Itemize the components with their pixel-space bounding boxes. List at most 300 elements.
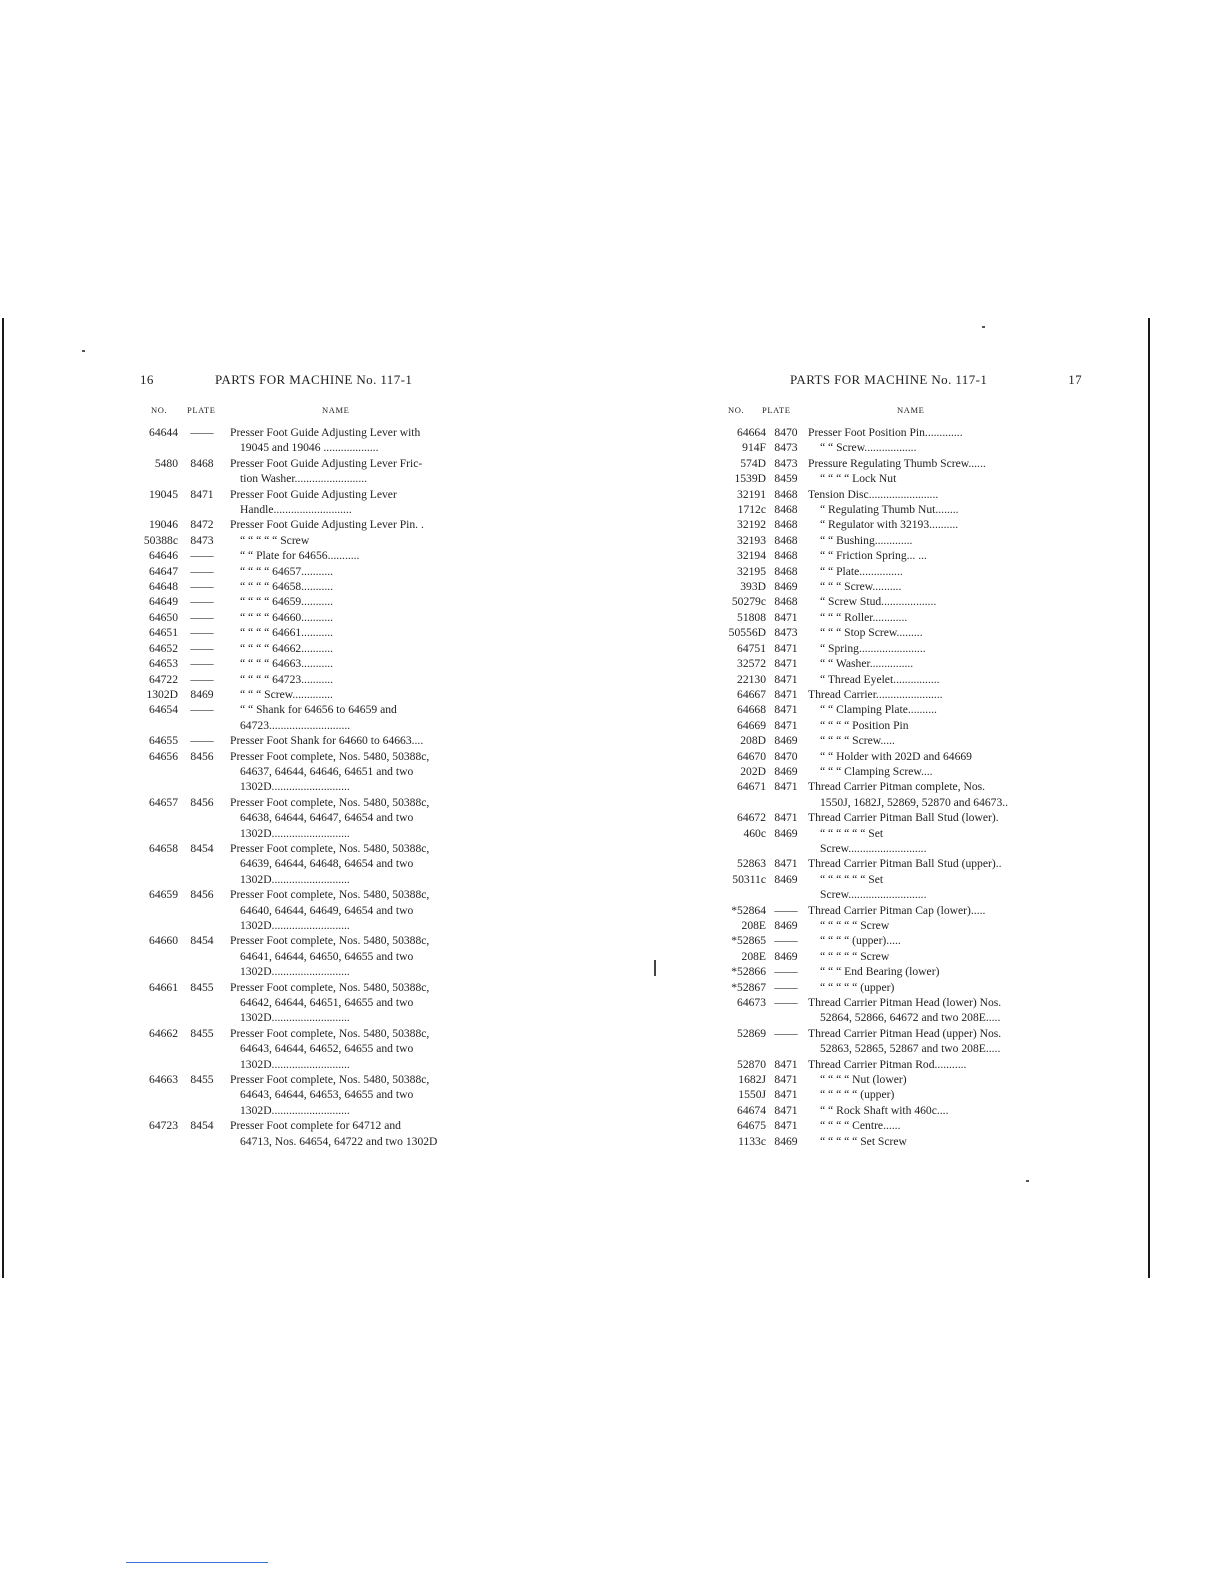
part-name: 1302D........................... bbox=[240, 965, 350, 979]
part-name: tion Washer......................... bbox=[240, 472, 368, 486]
part-number: 64675 bbox=[737, 1119, 766, 1133]
part-number: 52869 bbox=[737, 1026, 766, 1040]
part-row bbox=[140, 471, 472, 486]
part-name: “ “ “ “ 64723........... bbox=[240, 672, 334, 686]
part-row bbox=[140, 1072, 472, 1087]
part-row bbox=[718, 1072, 1082, 1087]
plate-number bbox=[178, 718, 226, 733]
part-row bbox=[140, 702, 472, 717]
part-row bbox=[718, 533, 1082, 548]
part-row bbox=[140, 841, 472, 856]
part-name: 52863, 52865, 52867 and two 208E..... bbox=[820, 1042, 1001, 1056]
plate-number bbox=[178, 872, 226, 887]
part-number: 22130 bbox=[737, 672, 766, 686]
part-name: “ “ Washer............... bbox=[820, 657, 914, 671]
plate-number: 8469 bbox=[774, 949, 798, 963]
plate-number: 8471 bbox=[774, 857, 798, 871]
part-row bbox=[718, 764, 1082, 779]
plate-number bbox=[178, 903, 226, 918]
part-number bbox=[140, 903, 178, 918]
plate-number: —— bbox=[190, 672, 214, 686]
plate-number: 8471 bbox=[774, 1073, 798, 1087]
part-row bbox=[718, 918, 1082, 933]
parts-list bbox=[718, 425, 1082, 1149]
plate-number: —— bbox=[190, 549, 214, 563]
part-number: 64660 bbox=[149, 934, 178, 948]
part-number: 1682J bbox=[738, 1073, 766, 1087]
plate-number: 8471 bbox=[774, 1057, 798, 1071]
plate-number: —— bbox=[190, 657, 214, 671]
part-number: 32194 bbox=[737, 549, 766, 563]
plate-number bbox=[178, 471, 226, 486]
part-number bbox=[140, 1087, 178, 1102]
plate-number: —— bbox=[190, 641, 214, 655]
part-row bbox=[718, 718, 1082, 733]
part-number: 460c bbox=[743, 826, 766, 840]
plate-number: 8473 bbox=[774, 626, 798, 640]
part-row bbox=[718, 425, 1082, 440]
part-row bbox=[718, 487, 1082, 502]
part-name: “ “ Rock Shaft with 460c.... bbox=[820, 1103, 949, 1117]
plate-number: —— bbox=[774, 996, 798, 1010]
plate-number bbox=[178, 1103, 226, 1118]
left-page bbox=[140, 372, 472, 1149]
part-row bbox=[718, 964, 1082, 979]
part-number bbox=[140, 949, 178, 964]
part-name: Presser Foot complete, Nos. 5480, 50388c, bbox=[230, 1073, 430, 1087]
part-name: 52864, 52866, 64672 and two 208E..... bbox=[820, 1011, 1001, 1025]
part-row bbox=[718, 733, 1082, 748]
part-row bbox=[718, 564, 1082, 579]
part-row bbox=[140, 425, 472, 440]
part-row bbox=[140, 733, 472, 748]
part-row bbox=[718, 826, 1082, 841]
part-name: 1302D........................... bbox=[240, 780, 350, 794]
part-row bbox=[140, 949, 472, 964]
part-number: 208E bbox=[741, 919, 766, 932]
part-row bbox=[718, 1026, 1082, 1041]
part-number: 208E bbox=[741, 949, 766, 963]
part-name: “ “ “ “ 64663........... bbox=[240, 657, 334, 671]
part-number: 64659 bbox=[149, 888, 178, 902]
part-number: 64672 bbox=[737, 811, 766, 825]
part-name: 1302D........................... bbox=[240, 919, 350, 932]
plate-number: 8468 bbox=[774, 487, 798, 501]
plate-number: 8471 bbox=[774, 780, 798, 794]
part-number: 32192 bbox=[737, 518, 766, 532]
part-row bbox=[140, 517, 472, 532]
part-row bbox=[718, 1103, 1082, 1118]
plate-number: 8473 bbox=[190, 533, 214, 547]
part-name: “ “ “ End Bearing (lower) bbox=[820, 965, 940, 979]
part-number: 202D bbox=[740, 764, 766, 778]
plate-number: 8456 bbox=[190, 749, 214, 763]
plate-number bbox=[766, 795, 806, 810]
page-header bbox=[718, 372, 1082, 392]
part-number bbox=[140, 810, 178, 825]
part-row bbox=[718, 440, 1082, 455]
plate-number: 8471 bbox=[190, 487, 214, 501]
part-row bbox=[140, 887, 472, 902]
part-row bbox=[140, 980, 472, 995]
part-number: 50311c bbox=[732, 872, 766, 886]
part-number: 51808 bbox=[737, 610, 766, 624]
plate-number: —— bbox=[190, 610, 214, 624]
part-row bbox=[140, 810, 472, 825]
column-header-no: NO. bbox=[151, 405, 168, 415]
part-name: “ Thread Eyelet................ bbox=[820, 672, 940, 686]
part-row bbox=[140, 564, 472, 579]
part-row bbox=[718, 1134, 1082, 1149]
part-name: Thread Carrier Pitman Ball Stud (upper).. bbox=[808, 857, 1002, 871]
part-name: Thread Carrier Pitman Rod........... bbox=[808, 1057, 967, 1071]
part-row bbox=[140, 964, 472, 979]
part-name: “ “ Shank for 64656 to 64659 and bbox=[240, 703, 397, 717]
part-row bbox=[140, 1103, 472, 1118]
part-number: 64647 bbox=[149, 564, 178, 578]
page-number: 16 bbox=[140, 372, 154, 387]
part-name: Screw........................... bbox=[820, 888, 927, 902]
part-row bbox=[140, 502, 472, 517]
plate-number: 8454 bbox=[190, 1119, 214, 1133]
part-name: “ “ “ “ 64661........... bbox=[240, 626, 334, 640]
part-number: 64650 bbox=[149, 610, 178, 624]
plate-number bbox=[178, 440, 226, 455]
part-name: “ Regulating Thumb Nut........ bbox=[820, 503, 959, 517]
part-name: 19045 and 19046 ................... bbox=[240, 441, 379, 455]
part-row bbox=[718, 995, 1082, 1010]
column-header-plate: PLATE bbox=[762, 405, 791, 415]
part-number: *52865 bbox=[731, 934, 766, 948]
part-name: 1302D........................... bbox=[240, 1057, 350, 1071]
part-name: “ “ “ “ 64660........... bbox=[240, 610, 334, 624]
part-number: 50279c bbox=[731, 595, 766, 609]
part-row bbox=[140, 903, 472, 918]
plate-number: 8455 bbox=[190, 1026, 214, 1040]
part-name: “ “ “ “ “ Screw bbox=[820, 949, 890, 963]
part-number bbox=[140, 440, 178, 455]
part-number: 32191 bbox=[737, 487, 766, 501]
part-row bbox=[140, 826, 472, 841]
part-name: Presser Foot Position Pin............. bbox=[808, 426, 963, 439]
part-number: 1133c bbox=[738, 1134, 766, 1148]
part-number bbox=[718, 1010, 766, 1025]
part-row bbox=[140, 1134, 472, 1149]
column-headers bbox=[140, 405, 472, 425]
part-name: 1302D........................... bbox=[240, 826, 350, 840]
page-number: 17 bbox=[1068, 372, 1082, 387]
part-name: 64723............................ bbox=[240, 718, 351, 732]
plate-number: 8471 bbox=[774, 1103, 798, 1117]
part-row bbox=[718, 672, 1082, 687]
plate-number bbox=[178, 826, 226, 841]
part-row bbox=[718, 1118, 1082, 1133]
part-number: 1712c bbox=[737, 503, 766, 517]
scan-speck bbox=[982, 326, 985, 328]
plate-number: —— bbox=[190, 580, 214, 594]
part-number bbox=[140, 856, 178, 871]
part-row bbox=[718, 456, 1082, 471]
part-number: 64658 bbox=[149, 841, 178, 855]
part-row bbox=[718, 471, 1082, 486]
plate-number: 8468 bbox=[774, 533, 798, 547]
column-header-name: NAME bbox=[897, 405, 925, 415]
part-name: Presser Foot Guide Adjusting Lever Fric- bbox=[230, 456, 423, 470]
part-row bbox=[718, 610, 1082, 625]
part-name: Presser Foot Guide Adjusting Lever with bbox=[230, 426, 421, 439]
part-row bbox=[718, 656, 1082, 671]
plate-number: 8468 bbox=[774, 564, 798, 578]
part-row bbox=[140, 625, 472, 640]
plate-number: 8471 bbox=[774, 703, 798, 717]
plate-number bbox=[178, 810, 226, 825]
part-name: “ “ “ “ “ “ Set bbox=[820, 826, 884, 840]
part-name: “ “ “ “ “ (upper) bbox=[820, 980, 895, 994]
part-number: *52867 bbox=[731, 980, 766, 994]
plate-number: 8473 bbox=[774, 456, 798, 470]
part-number: 64651 bbox=[149, 626, 178, 640]
part-row bbox=[140, 610, 472, 625]
part-row bbox=[718, 933, 1082, 948]
plate-number bbox=[178, 1041, 226, 1056]
plate-number: 8471 bbox=[774, 657, 798, 671]
part-name: “ “ “ “ Position Pin bbox=[820, 718, 909, 732]
part-number bbox=[140, 502, 178, 517]
plate-number bbox=[178, 918, 226, 933]
part-number: *52864 bbox=[731, 903, 766, 917]
plate-number: 8456 bbox=[190, 795, 214, 809]
part-name: “ “ “ “ “ (upper) bbox=[820, 1088, 895, 1102]
plate-number: 8468 bbox=[774, 503, 798, 517]
plate-number: 8471 bbox=[774, 1088, 798, 1102]
part-name: Presser Foot Shank for 64660 to 64663.... bbox=[230, 734, 424, 748]
part-row bbox=[140, 995, 472, 1010]
plate-number bbox=[178, 1087, 226, 1102]
part-number: 64652 bbox=[149, 641, 178, 655]
part-number: 19046 bbox=[149, 518, 178, 532]
plate-number bbox=[178, 995, 226, 1010]
part-number: 19045 bbox=[149, 487, 178, 501]
part-number: 574D bbox=[740, 456, 766, 470]
part-number: 208D bbox=[740, 734, 766, 748]
part-row bbox=[718, 795, 1082, 810]
plate-number bbox=[178, 764, 226, 779]
part-number: 64661 bbox=[149, 980, 178, 994]
part-row bbox=[718, 1057, 1082, 1072]
plate-number: 8468 bbox=[774, 549, 798, 563]
part-name: “ “ “ “ 64659........... bbox=[240, 595, 334, 609]
plate-number bbox=[178, 1057, 226, 1072]
part-row bbox=[718, 502, 1082, 517]
plate-number bbox=[178, 964, 226, 979]
part-number bbox=[140, 1057, 178, 1072]
part-row bbox=[140, 594, 472, 609]
part-name: Thread Carrier....................... bbox=[808, 687, 943, 701]
part-row bbox=[140, 1026, 472, 1041]
part-name: Presser Foot Guide Adjusting Lever Pin. . bbox=[230, 518, 424, 532]
plate-number bbox=[766, 841, 806, 856]
part-name: “ “ Screw.................. bbox=[820, 441, 917, 455]
part-name: “ “ “ “ Nut (lower) bbox=[820, 1073, 907, 1087]
plate-number: —— bbox=[774, 965, 798, 979]
part-row bbox=[140, 1087, 472, 1102]
part-name: “ “ “ “ Centre...... bbox=[820, 1119, 901, 1133]
part-name: “ “ “ “ Lock Nut bbox=[820, 472, 897, 486]
part-name: 64639, 64644, 64648, 64654 and two bbox=[240, 857, 414, 871]
part-number bbox=[140, 964, 178, 979]
part-number: 64751 bbox=[737, 641, 766, 655]
part-number: 64669 bbox=[737, 718, 766, 732]
part-row bbox=[140, 795, 472, 810]
part-name: Screw........................... bbox=[820, 841, 927, 855]
part-number: 1539D bbox=[734, 472, 766, 486]
plate-number: —— bbox=[774, 1026, 798, 1040]
part-number: 50556D bbox=[728, 626, 766, 640]
plate-number: —— bbox=[190, 626, 214, 640]
part-name: “ “ “ “ “ Screw bbox=[240, 533, 310, 547]
part-name: “ “ “ “ “ “ Set bbox=[820, 872, 884, 886]
part-row bbox=[140, 856, 472, 871]
part-row bbox=[140, 764, 472, 779]
part-row bbox=[718, 579, 1082, 594]
plate-number: 8473 bbox=[774, 441, 798, 455]
plate-number: 8469 bbox=[190, 687, 214, 701]
part-number: 64723 bbox=[149, 1119, 178, 1133]
plate-number bbox=[178, 1134, 226, 1149]
bottom-rule bbox=[126, 1562, 268, 1563]
part-name: 64642, 64644, 64651, 64655 and two bbox=[240, 996, 414, 1010]
plate-number: 8471 bbox=[774, 811, 798, 825]
part-number: 64670 bbox=[737, 749, 766, 763]
part-number: 52870 bbox=[737, 1057, 766, 1071]
part-row bbox=[718, 687, 1082, 702]
plate-number: —— bbox=[774, 903, 798, 917]
part-number: 64644 bbox=[149, 426, 178, 439]
part-number: 64671 bbox=[737, 780, 766, 794]
part-name: 64713, Nos. 64654, 64722 and two 1302D bbox=[240, 1134, 438, 1148]
part-name: 1302D........................... bbox=[240, 1103, 350, 1117]
part-name: “ “ Friction Spring... ... bbox=[820, 549, 927, 563]
part-name: Thread Carrier Pitman Head (upper) Nos. bbox=[808, 1026, 1002, 1040]
part-number: 64656 bbox=[149, 749, 178, 763]
plate-number: 8471 bbox=[774, 718, 798, 732]
part-row bbox=[140, 933, 472, 948]
part-number: 64664 bbox=[737, 426, 766, 439]
part-row bbox=[140, 440, 472, 455]
part-name: Presser Foot complete, Nos. 5480, 50388c, bbox=[230, 841, 430, 855]
part-row bbox=[140, 533, 472, 548]
page-title: PARTS FOR MACHINE No. 117-1 bbox=[215, 372, 413, 387]
gutter-mark bbox=[654, 960, 656, 976]
part-row bbox=[140, 487, 472, 502]
column-header-name: NAME bbox=[322, 405, 350, 415]
plate-number: 8470 bbox=[774, 749, 798, 763]
part-row bbox=[140, 749, 472, 764]
part-number bbox=[718, 1041, 766, 1056]
part-name: Handle........................... bbox=[240, 503, 352, 517]
part-row bbox=[140, 718, 472, 733]
part-number bbox=[140, 718, 178, 733]
part-row bbox=[140, 456, 472, 471]
scan-speck bbox=[1026, 1180, 1029, 1182]
part-row bbox=[140, 779, 472, 794]
part-number: 64649 bbox=[149, 595, 178, 609]
plate-number: 8455 bbox=[190, 980, 214, 994]
part-name: “ “ “ Stop Screw......... bbox=[820, 626, 923, 640]
plate-number: 8459 bbox=[774, 472, 798, 486]
part-row bbox=[140, 1010, 472, 1025]
part-row bbox=[718, 872, 1082, 887]
part-name: “ “ Plate............... bbox=[820, 564, 903, 578]
part-number: 64674 bbox=[737, 1103, 766, 1117]
part-name: “ Spring....................... bbox=[820, 641, 926, 655]
part-name: 64643, 64644, 64652, 64655 and two bbox=[240, 1042, 414, 1056]
column-headers bbox=[718, 405, 1082, 425]
scan-edge-right bbox=[1148, 318, 1150, 1278]
part-name: Thread Carrier Pitman Cap (lower)..... bbox=[808, 903, 986, 917]
plate-number: 8471 bbox=[774, 641, 798, 655]
part-row bbox=[140, 656, 472, 671]
part-name: Presser Foot complete, Nos. 5480, 50388c, bbox=[230, 1026, 430, 1040]
part-name: Presser Foot complete, Nos. 5480, 50388c, bbox=[230, 934, 430, 948]
plate-number: 8469 bbox=[774, 580, 798, 594]
scan-speck bbox=[82, 350, 85, 352]
part-row bbox=[718, 841, 1082, 856]
plate-number: 8470 bbox=[774, 426, 798, 439]
part-number: 52863 bbox=[737, 857, 766, 871]
part-row bbox=[718, 856, 1082, 871]
plate-number: 8469 bbox=[774, 764, 798, 778]
part-number bbox=[140, 779, 178, 794]
part-row bbox=[140, 687, 472, 702]
part-name: “ “ “ “ (upper)..... bbox=[820, 934, 901, 948]
part-number: 64668 bbox=[737, 703, 766, 717]
part-number bbox=[718, 841, 766, 856]
part-number: 914F bbox=[742, 441, 766, 455]
part-row bbox=[718, 887, 1082, 902]
part-row bbox=[718, 810, 1082, 825]
part-name: Tension Disc........................ bbox=[808, 487, 939, 501]
plate-number: 8469 bbox=[774, 1134, 798, 1148]
plate-number: 8469 bbox=[774, 826, 798, 840]
column-header-plate: PLATE bbox=[187, 405, 216, 415]
page-title: PARTS FOR MACHINE No. 117-1 bbox=[790, 372, 988, 387]
part-number: 64663 bbox=[149, 1073, 178, 1087]
part-name: “ “ Bushing............. bbox=[820, 533, 913, 547]
part-name: “ “ “ Roller............ bbox=[820, 610, 908, 624]
part-name: Thread Carrier Pitman complete, Nos. bbox=[808, 780, 986, 794]
part-name: Presser Foot Guide Adjusting Lever bbox=[230, 487, 397, 501]
part-row bbox=[140, 872, 472, 887]
plate-number bbox=[766, 1010, 806, 1025]
plate-number: —— bbox=[190, 703, 214, 717]
parts-list bbox=[140, 425, 472, 1149]
part-number bbox=[718, 795, 766, 810]
plate-number: 8455 bbox=[190, 1073, 214, 1087]
part-name: “ “ “ “ 64658........... bbox=[240, 580, 334, 594]
part-number bbox=[140, 1103, 178, 1118]
plate-number bbox=[766, 887, 806, 902]
plate-number: 8468 bbox=[190, 456, 214, 470]
part-name: “ Screw Stud................... bbox=[820, 595, 937, 609]
plate-number: 8469 bbox=[774, 919, 798, 932]
part-row bbox=[140, 672, 472, 687]
part-number bbox=[140, 995, 178, 1010]
plate-number: —— bbox=[774, 980, 798, 994]
part-name: “ “ “ “ 64657........... bbox=[240, 564, 334, 578]
part-name: Presser Foot complete, Nos. 5480, 50388c, bbox=[230, 980, 430, 994]
part-row bbox=[718, 779, 1082, 794]
